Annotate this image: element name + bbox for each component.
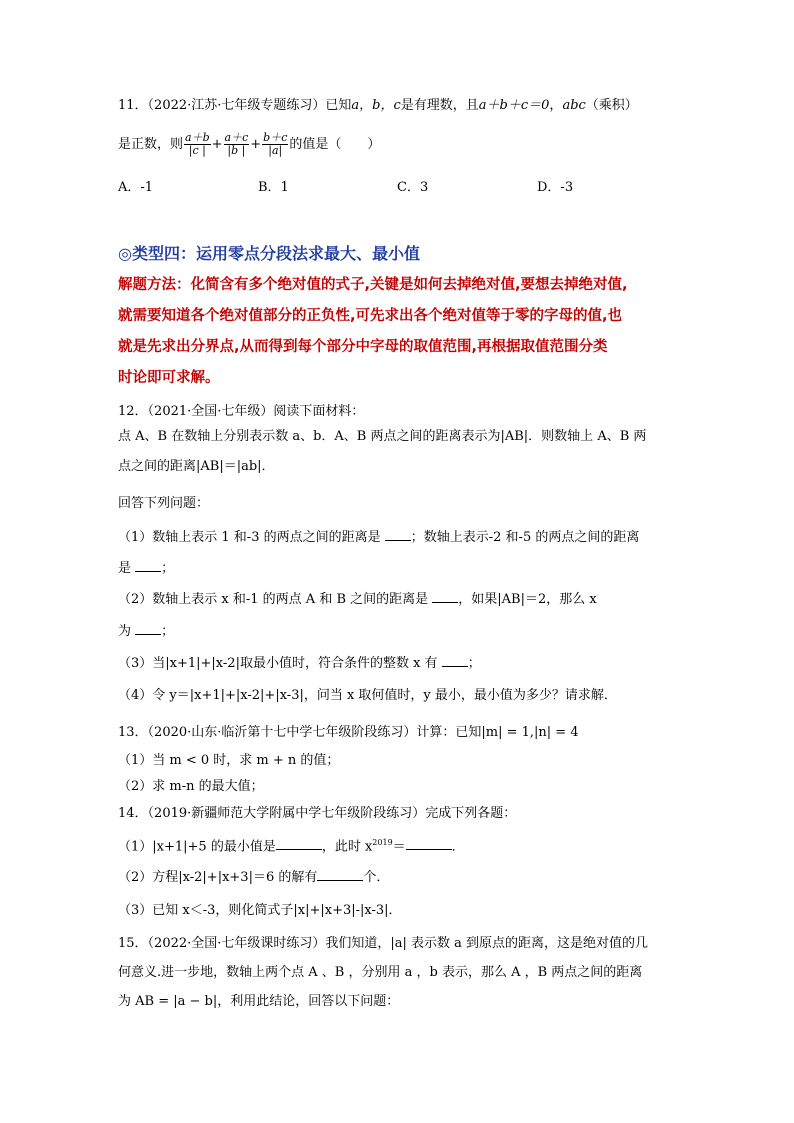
q15-line2: 何意义.进一步地，数轴上两个点 A 、B ，分别用 a ，b 表示，那么 A ，B 两点之间的距离 [118, 965, 643, 980]
q13-part1: （1）当 m < 0 时，求 m + n 的值； [118, 753, 340, 768]
q15-line3: 为 AB = |a − b|，利用此结论，回答以下问题： [118, 994, 400, 1009]
q12-material-1: 点 A、B 在数轴上分别表示数 a、b．A、B 两点之间的距离表示为|AB|．则数轴上 A、B 两 [118, 429, 647, 444]
q11-fraction-2: $\frac{a+c}{|b |}$ [224, 131, 249, 157]
q11-vars: a，b，c [351, 98, 401, 113]
section-title: ◎类型四：运用零点分段法求最大、最小值 [118, 244, 420, 263]
q11-option-d: D．-3 [537, 180, 574, 195]
q12-intro: 12．（2021·全国·七年级）阅读下面材料： [118, 404, 365, 419]
q12-part3: （3）当|x+1|+|x-2|取最小值时，符合条件的整数 x 有 ； [118, 652, 481, 673]
method-text: 解题方法：化简含有多个绝对值的式子,关键是如何去掉绝对值,要想去掉绝对值, 就需要知道各个绝对值部分的正负性,可先求出各个绝对值等于零的字母的值,也 就是先求出分界点,从而得到每个部分中字母的取值范围,再根据取值范围分类 时论即可求解。 [118, 277, 628, 386]
q11-option-b: B．1 [258, 180, 289, 195]
blank [135, 620, 161, 635]
q14-part3: （3）已知 x＜-3，则化简式子|x|+|x+3|-|x-3|． [118, 903, 402, 918]
q12-material-2: 点之间的距离|AB|＝|ab|． [118, 459, 275, 474]
q11-fraction-1: $\frac{a+b}{|c |}$ [185, 131, 210, 157]
blank [385, 526, 411, 541]
q11-fraction-3: $\frac{b+c}{|a|}$ [263, 131, 288, 157]
q12-part2: （2）数轴上表示 x 和-1 的两点 A 和 B 之间的距离是 ，如果|AB|＝2，那么 x [118, 588, 597, 609]
blank [442, 652, 468, 667]
blank [432, 588, 458, 603]
q15-line1: 15．（2022·全国·七年级课时练习）我们知道，|a| 表示数 a 到原点的距离，这是绝对值的几 [118, 936, 649, 951]
q13-intro: 13．（2020·山东·临沂第十七中学七年级阶段练习）计算：已知|m| = 1,|n| = 4 [118, 725, 579, 740]
q11-option-a: A．-1 [118, 180, 154, 195]
blank [276, 835, 322, 850]
q11-equation: a＋b＋c＝0 [478, 98, 550, 113]
q12-part2-cont: 为 ； [118, 620, 174, 641]
blank [317, 866, 363, 881]
q12-part4: （4）令 y＝|x+1|+|x-2|+|x-3|，问当 x 取何值时，y 最小，最小值为多少？请求解． [118, 688, 617, 703]
blank [406, 835, 452, 850]
q11-line1: 11．（2022·江苏·七年级专题练习）已知a，b，c是有理数，且a＋b＋c＝0，abc（乘积） [118, 98, 638, 113]
q12-part1: （1）数轴上表示 1 和-3 的两点之间的距离是 ；数轴上表示-2 和-5 的两点之间的距离 [118, 526, 639, 547]
q14-part1: （1）|x+1|+5 的最小值是 ，此时 $x^{2019}=$ ． [118, 834, 465, 856]
q12-ask: 回答下列问题： [118, 496, 210, 511]
blank [135, 557, 161, 572]
q11-line2: 是正数，则 $\frac{a+b}{|c |}$ + $\frac{a+c}{|b |}$ + $\frac{b+c}{|a|}$ 的值是（ ） [118, 131, 381, 157]
q13-part2: （2）求 m-n 的最大值； [118, 779, 264, 794]
q14-part2: （2）方程|x-2|+|x+3|＝6 的解有 个． [118, 866, 389, 887]
q12-part1-cont: 是 ； [118, 557, 174, 578]
q11-option-c: C．3 [397, 180, 429, 195]
q14-intro: 14．（2019·新疆师范大学附属中学七年级阶段练习）完成下列各题： [118, 806, 517, 821]
